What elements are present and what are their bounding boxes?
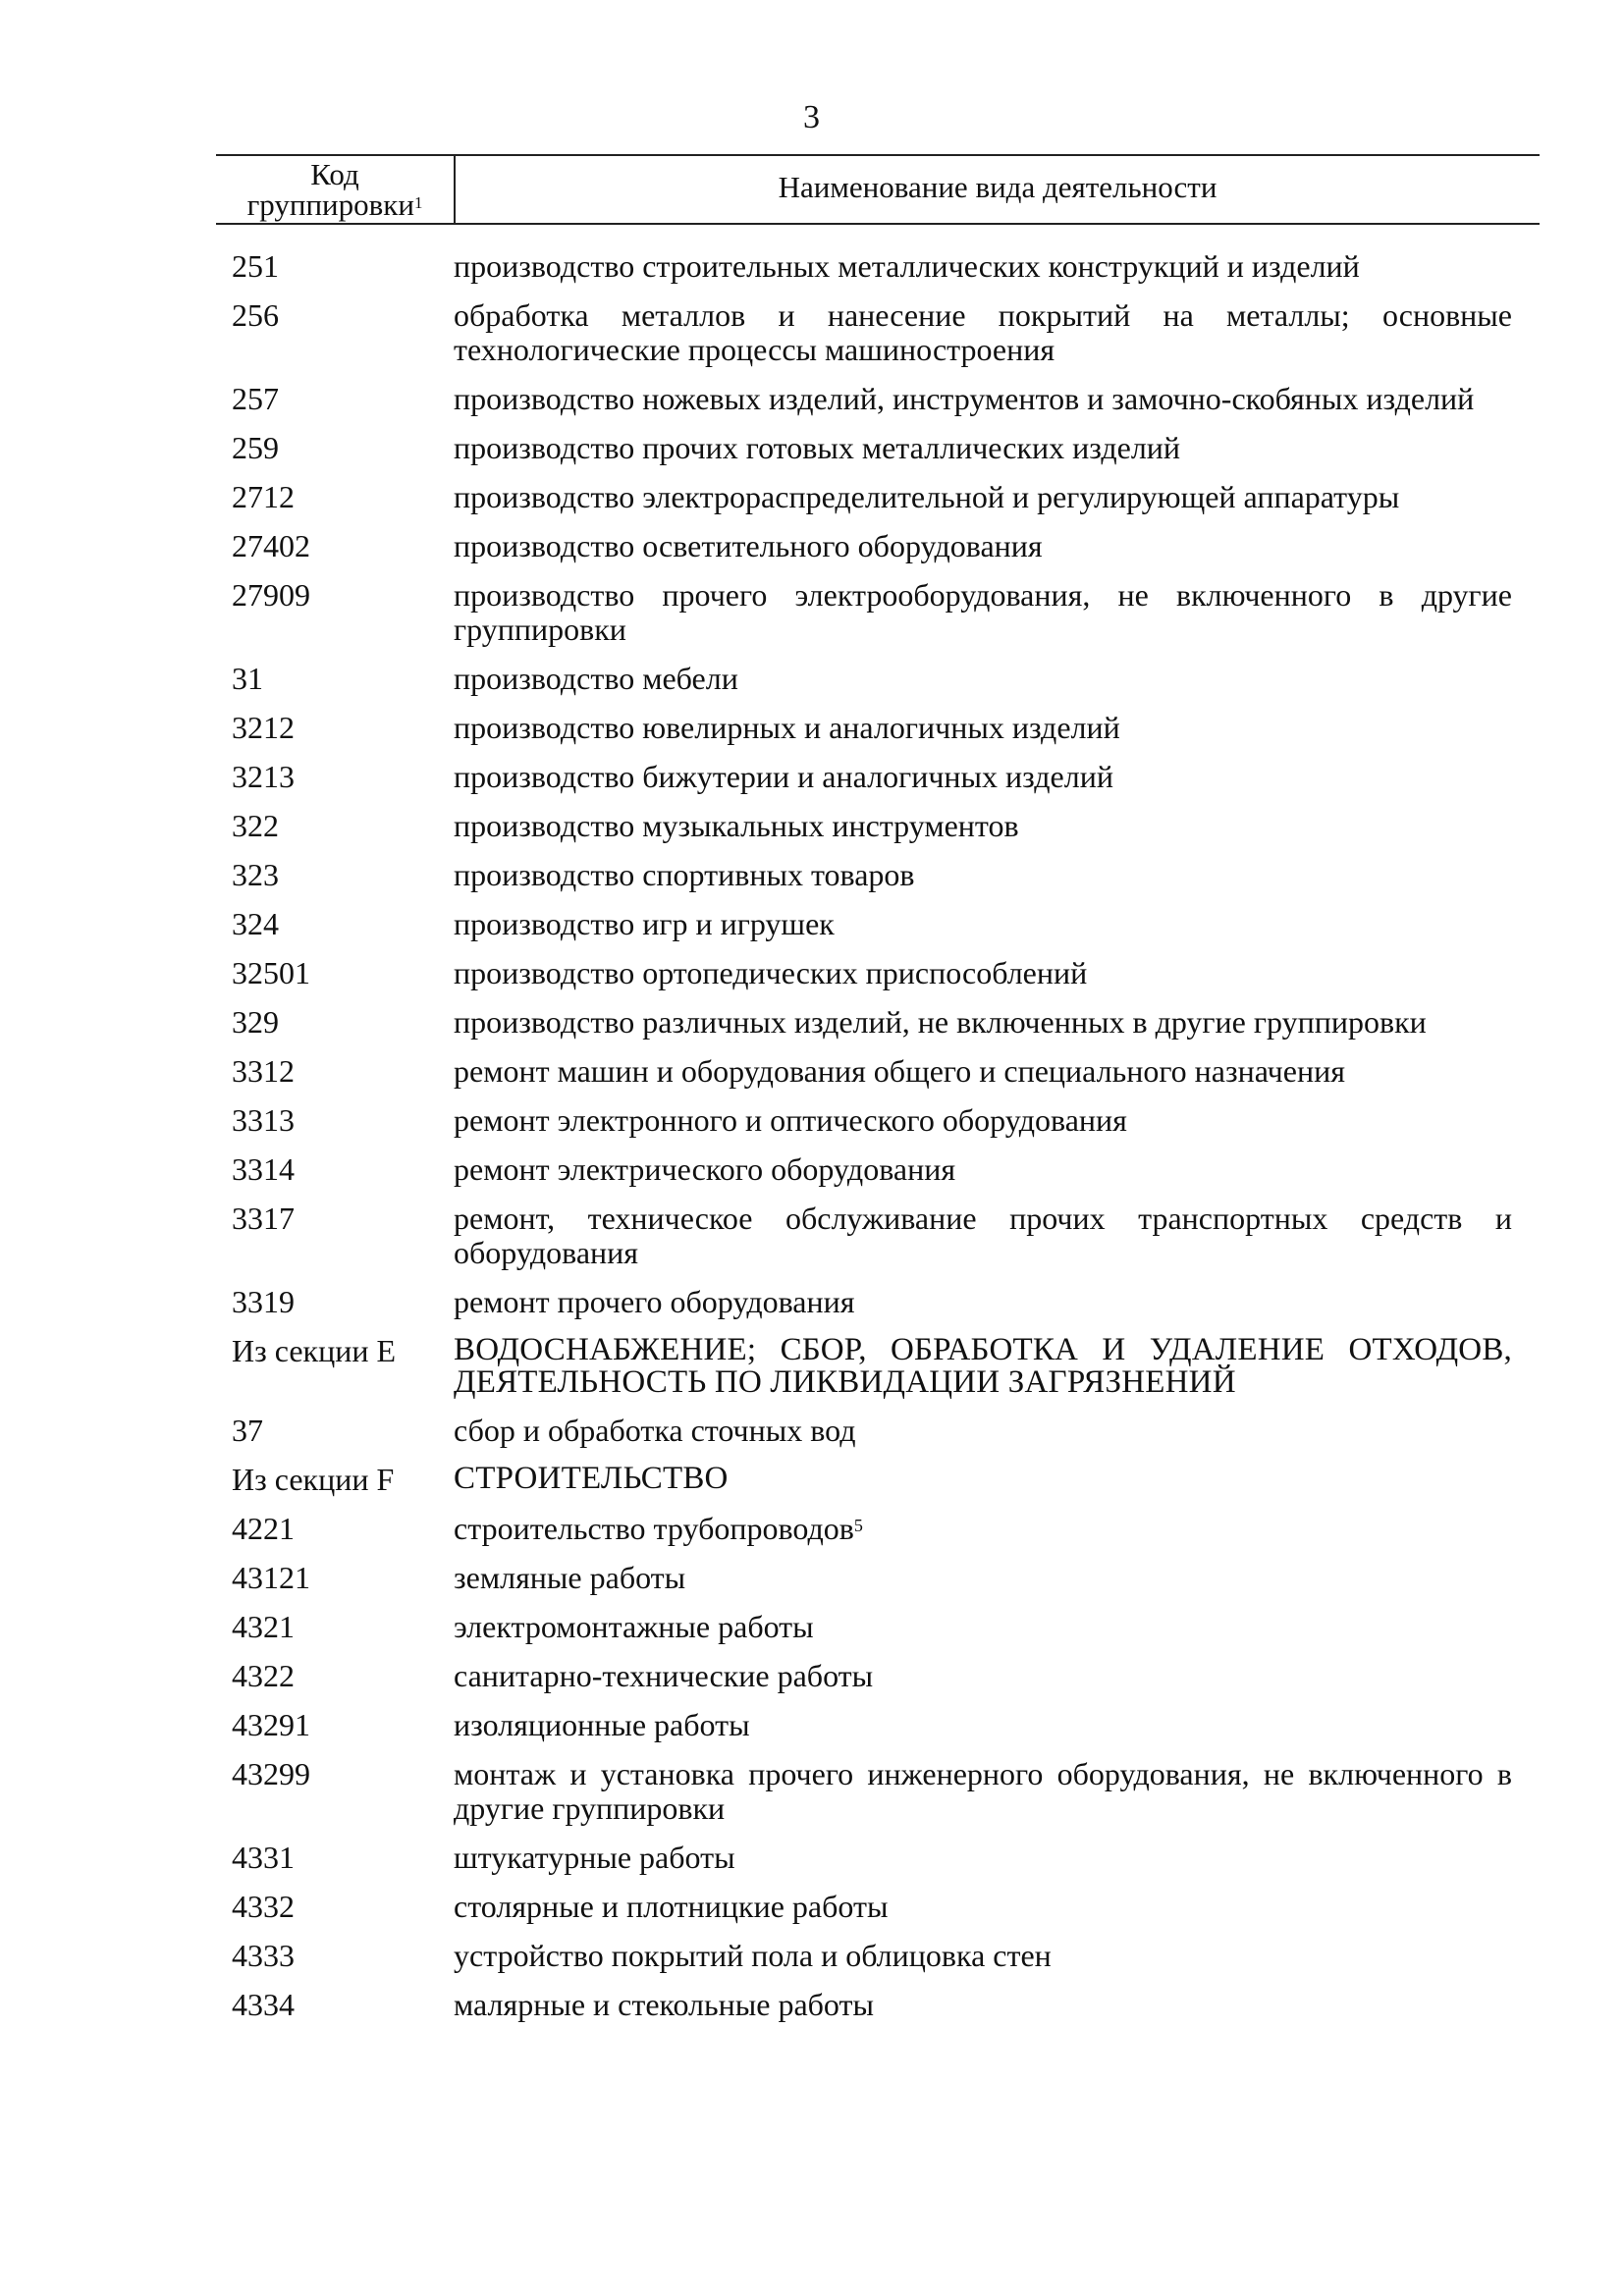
row-code: 251 [232,248,279,284]
row-name-text: сбор и обработка сточных вод [454,1413,856,1448]
row-activity-name [454,1561,1512,1595]
row-code: 4322 [232,1658,295,1693]
table-row [216,809,1540,843]
row-code: 4221 [232,1511,295,1546]
row-name-text: производство различных изделий, не включенных в другие группировки [454,1004,1427,1040]
row-name-text: производство ножевых изделий, инструментов и замочно-скобяных изделий [454,381,1475,416]
row-code: 4334 [232,1987,295,2022]
table-row [216,480,1540,514]
table-row [216,662,1540,696]
row-name-text: производство прочего электрооборудования, не включенного в другие группировки [454,577,1512,647]
row-activity-name [454,956,1512,990]
row-activity-name [454,382,1512,416]
row-code: 3313 [232,1102,295,1138]
row-code: Из секции E [232,1333,397,1368]
row-section-title [454,1463,1512,1495]
table-row [216,956,1540,990]
row-activity-name [454,1005,1512,1040]
row-code: 32501 [232,955,310,990]
header-code-line1: Код [310,157,359,191]
header-footnote-marker: 1 [413,193,423,212]
row-name-text: обработка металлов и нанесение покрытий на металлы; основные технологические процессы машиностроения [454,297,1512,367]
row-activity-name [454,1890,1512,1924]
table-row [216,1334,1540,1399]
row-name-text: СТРОИТЕЛЬСТВО [454,1461,729,1496]
row-name-text: электромонтажные работы [454,1609,814,1644]
row-code: 4332 [232,1889,295,1924]
row-name-text: ВОДОСНАБЖЕНИЕ; СБОР, ОБРАБОТКА И УДАЛЕНИЕ ОТХОДОВ, ДЕЯТЕЛЬНОСТЬ ПО ЛИКВИДАЦИИ ЗАГРЯЗНЕНИЙ [454,1332,1512,1400]
table-row [216,1512,1540,1546]
row-name-text: изоляционные работы [454,1707,750,1742]
row-name-text: ремонт прочего оборудования [454,1284,855,1319]
table-row [216,298,1540,367]
table-row [216,249,1540,284]
row-name-text: малярные и стекольные работы [454,1987,874,2022]
row-code: 3319 [232,1284,295,1319]
row-code: 3312 [232,1053,295,1089]
row-activity-name [454,1939,1512,1973]
row-footnote-marker: 5 [853,1516,863,1535]
row-activity-name [454,480,1512,514]
row-name-text: производство бижутерии и аналогичных изделий [454,759,1113,794]
row-name-text: производство ювелирных и аналогичных изделий [454,710,1120,745]
table-row [216,1757,1540,1826]
row-name-text: производство музыкальных инструментов [454,808,1019,843]
row-activity-name [454,858,1512,892]
row-name-text: производство осветительного оборудования [454,528,1043,563]
header-name-column: Наименование вида деятельности [778,170,1217,204]
table-row [216,1414,1540,1448]
row-activity-name [454,249,1512,284]
row-code: 2712 [232,479,295,514]
row-name-text: земляные работы [454,1560,686,1595]
page-number: 3 [803,99,820,135]
row-code: 43121 [232,1560,310,1595]
table-row [216,578,1540,647]
table-row [216,1103,1540,1138]
table-row [216,1659,1540,1693]
row-activity-name [454,809,1512,843]
row-name-text: монтаж и установка прочего инженерного оборудования, не включенного в другие группировки [454,1756,1512,1826]
table-row [216,711,1540,745]
table-row [216,1005,1540,1040]
table-row [216,1561,1540,1595]
table-row [216,1201,1540,1270]
row-section-title [454,1334,1512,1399]
table-row [216,431,1540,465]
header-code-line2: группировки [246,187,414,222]
row-activity-name [454,1103,1512,1138]
row-name-text: производство электрораспределительной и регулирующей аппаратуры [454,479,1400,514]
table-row [216,1988,1540,2022]
table-row [216,1610,1540,1644]
row-activity-name [454,1152,1512,1187]
table-row [216,529,1540,563]
row-code: 31 [232,661,263,696]
row-code: 257 [232,381,279,416]
table-row [216,1841,1540,1875]
row-code: 3314 [232,1151,295,1187]
row-code: 329 [232,1004,279,1040]
row-activity-name [454,298,1512,367]
row-code: 27909 [232,577,310,613]
table-row [216,1708,1540,1742]
row-activity-name [454,760,1512,794]
row-code: 37 [232,1413,263,1448]
table-header [216,154,1540,225]
table-row [216,1890,1540,1924]
row-name-text: строительство трубопроводов [454,1511,854,1546]
table-body [216,249,1540,2037]
table-row [216,858,1540,892]
row-activity-name [454,1708,1512,1742]
row-activity-name [454,711,1512,745]
row-name-text: ремонт электрического оборудования [454,1151,956,1187]
row-name-text: производство игр и игрушек [454,906,835,941]
row-name-text: ремонт, техническое обслуживание прочих транспортных средств и оборудования [454,1201,1512,1270]
table-row [216,1054,1540,1089]
row-code: 3212 [232,710,295,745]
row-code: 27402 [232,528,310,563]
row-code: 4321 [232,1609,295,1644]
row-name-text: устройство покрытий пола и облицовка стен [454,1938,1052,1973]
row-activity-name [454,1054,1512,1089]
row-name-text: производство мебели [454,661,738,696]
row-name-text: ремонт электронного и оптического оборудования [454,1102,1127,1138]
row-name-text: санитарно-технические работы [454,1658,874,1693]
row-activity-name [454,529,1512,563]
row-activity-name [454,907,1512,941]
row-code: 43299 [232,1756,310,1791]
row-code: 259 [232,430,279,465]
row-activity-name [454,1659,1512,1693]
row-activity-name [454,1841,1512,1875]
row-activity-name [454,1512,1512,1546]
row-activity-name [454,1757,1512,1826]
row-code: 3317 [232,1201,295,1236]
row-name-text: производство прочих готовых металлических изделий [454,430,1181,465]
row-code: 323 [232,857,279,892]
row-name-text: производство спортивных товаров [454,857,915,892]
table-row [216,1152,1540,1187]
row-code: 322 [232,808,279,843]
table-row [216,382,1540,416]
row-name-text: производство строительных металлических конструкций и изделий [454,248,1360,284]
row-code: 256 [232,297,279,333]
table-row [216,1939,1540,1973]
row-name-text: штукатурные работы [454,1840,735,1875]
row-activity-name [454,662,1512,696]
row-activity-name [454,1201,1512,1270]
row-code: 43291 [232,1707,310,1742]
row-activity-name [454,1285,1512,1319]
table-row [216,760,1540,794]
row-activity-name [454,578,1512,647]
header-code-line2-wrap [216,189,454,220]
table-row [216,1285,1540,1319]
row-name-text: столярные и плотницкие работы [454,1889,889,1924]
table-row [216,907,1540,941]
row-code: 4331 [232,1840,295,1875]
row-activity-name [454,1988,1512,2022]
row-activity-name [454,1414,1512,1448]
row-code: 324 [232,906,279,941]
header-code-column [216,156,456,223]
row-name-text: производство ортопедических приспособлений [454,955,1088,990]
row-activity-name [454,431,1512,465]
row-name-text: ремонт машин и оборудования общего и специального назначения [454,1053,1345,1089]
row-activity-name [454,1610,1512,1644]
row-code: 3213 [232,759,295,794]
row-code: Из секции F [232,1462,395,1497]
row-code: 4333 [232,1938,295,1973]
table-row [216,1463,1540,1497]
